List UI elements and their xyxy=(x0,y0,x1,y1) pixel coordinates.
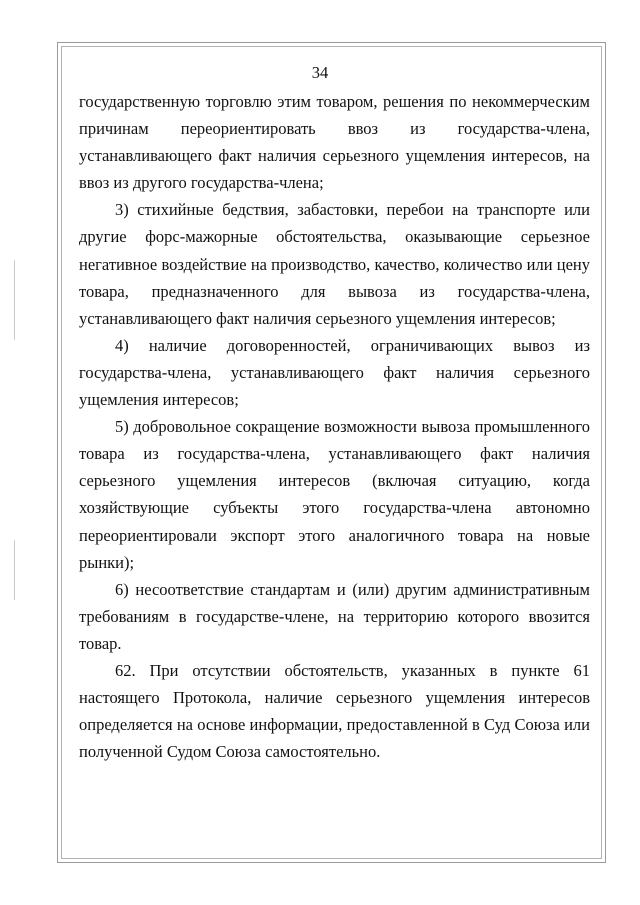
clause-62: 62. При отсутствии обстоятельств, указанных в пункте 61 настоящего Протокола, наличие серьезного ущемления интересов определяется на основе информации, предоставленной в Суд Союза или полученной Судом Союза самостоятельно. xyxy=(79,660,590,762)
paragraph-continuation: государственную торговлю этим товаром, решения по некоммерческим причинам переориентировать ввоз из государства-члена, устанавливающего факт наличия серьезного ущемления интересов, на ввоз из другого государства-члена; xyxy=(79,92,590,193)
list-item-6: 6) несоответствие стандартам и (или) другим административным требованиям в государстве-члене, на территорию которого ввозится товар. xyxy=(79,579,590,653)
list-item-3: 3) стихийные бедствия, забастовки, перебои на транспорте или другие форс-мажорные обстоятельства, оказывающие серьезное негативное воздействие на производство, качество, количество или цену товара, предназначенного для вывоза из государства-члена, устанавливающего факт наличия серьезного ущемления интересов; xyxy=(79,200,590,328)
document-body xyxy=(79,88,590,765)
scan-edge-mark xyxy=(14,540,15,600)
list-item-5: 5) добровольное сокращение возможности вывоза промышленного товара из государства-члена, устанавливающего факт наличия серьезного ущемления интересов (включая ситуацию, когда хозяйствующие субъекты этого государства-члена автономно переориентировали экспорт этого аналогичного товара на новые рынки); xyxy=(79,417,590,572)
list-item-4: 4) наличие договоренностей, ограничивающих вывоз из государства-члена, устанавливающего факт наличия серьезного ущемления интересов; xyxy=(79,335,590,410)
scan-edge-mark xyxy=(14,260,15,340)
page-number: 34 xyxy=(311,63,329,82)
